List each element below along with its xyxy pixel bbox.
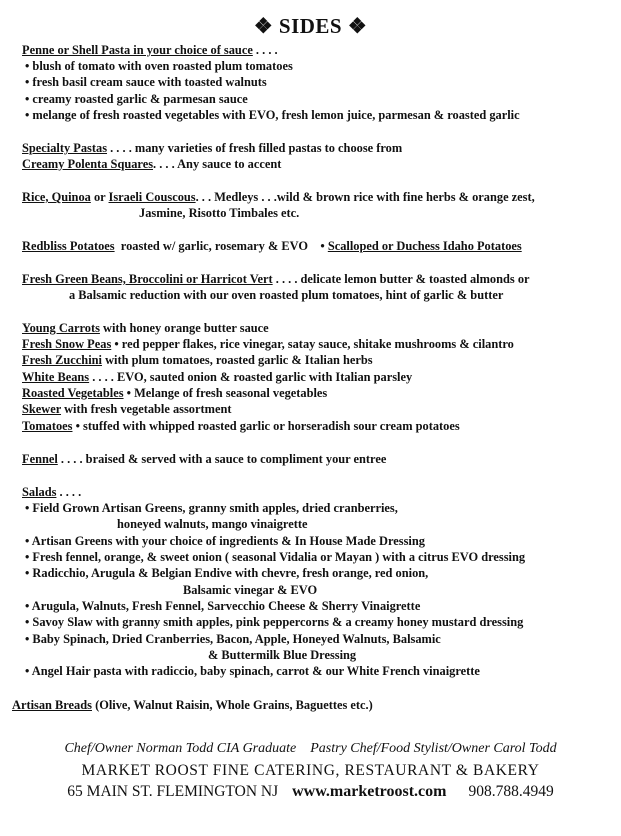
salad-item: • Baby Spinach, Dried Cranberries, Bacon, Apple, Honeyed Walnuts, Balsamic — [25, 632, 441, 646]
pasta-heading: Penne or Shell Pasta in your choice of sauce — [22, 43, 253, 57]
veg-line — [22, 352, 373, 368]
scalloped-heading: Scalloped or Duchess Idaho Potatoes — [327, 239, 522, 253]
veg-heading: Skewer — [22, 402, 62, 416]
rice-cont: Jasmine, Risotto Timbales etc. — [139, 206, 300, 220]
salads-heading-line — [22, 484, 81, 500]
specialty-line — [22, 140, 402, 156]
veg-heading: White Beans — [22, 370, 90, 384]
salad-item: • Radicchio, Arugula & Belgian Endive with chevre, fresh orange, red onion, — [25, 566, 429, 580]
chef-credit: Chef/Owner Norman Todd CIA Graduate — [64, 741, 297, 756]
veg-heading: Fresh Snow Peas — [22, 337, 112, 351]
salad-item-cont: Balsamic vinegar & EVO — [183, 583, 318, 597]
veg-text: • red pepper flakes, rice vinegar, satay sauce, shitake mushrooms & cilantro — [111, 337, 514, 351]
specialty-text: . . . . many varieties of fresh filled pastas to choose from — [107, 141, 403, 155]
rice-or: or — [90, 190, 109, 204]
potatoes-heading: Redbliss Potatoes — [22, 239, 115, 253]
veg-text: with fresh vegetable assortment — [61, 402, 232, 416]
salad-item: • Savoy Slaw with granny smith apples, pink peppercorns & a creamy honey mustard dressing — [25, 615, 524, 629]
page-title: ❖ SIDES ❖ — [253, 14, 368, 38]
polenta-line — [22, 156, 281, 172]
address: 65 MAIN ST. FLEMINGTON NJ — [67, 783, 279, 800]
veg-line — [22, 320, 269, 336]
greenbeans-cont: a Balsamic reduction with our oven roasted plum tomatoes, hint of garlic & butter — [69, 288, 504, 302]
salads-dots: . . . . — [56, 485, 82, 499]
rice-line — [22, 189, 535, 205]
veg-line — [22, 418, 460, 434]
salad-item-cont: honeyed walnuts, mango vinaigrette — [117, 517, 308, 531]
veg-heading: Tomatoes — [22, 419, 73, 433]
veg-text: with plum tomatoes, roasted garlic & Italian herbs — [101, 353, 373, 367]
pasta-item: • blush of tomato with oven roasted plum tomatoes — [25, 59, 293, 73]
pasta-item: • melange of fresh roasted vegetables with EVO, fresh lemon juice, parmesan & roasted garlic — [25, 108, 520, 122]
greenbeans-line — [22, 271, 530, 287]
footer-credits — [0, 741, 621, 757]
potatoes-text: roasted w/ garlic, rosemary & EVO • — [114, 239, 328, 253]
veg-heading: Fresh Zucchini — [22, 353, 102, 367]
rice-heading: Rice, Quinoa — [22, 190, 91, 204]
phone-number: 908.788.4949 — [468, 783, 554, 800]
rice-text: . . . Medleys . . .wild & brown rice with fine herbs & orange zest, — [195, 190, 535, 204]
greenbeans-heading: Fresh Green Beans, Broccolini or Harricot Vert — [22, 272, 273, 286]
veg-line — [22, 369, 412, 385]
fennel-text: . . . . braised & served with a sauce to compliment your entree — [57, 452, 387, 466]
website-link[interactable]: www.marketroost.com — [292, 783, 447, 800]
salad-item: • Arugula, Walnuts, Fresh Fennel, Sarvecchio Cheese & Sherry Vinaigrette — [25, 599, 421, 613]
veg-heading: Young Carrots — [22, 321, 100, 335]
breads-heading: Artisan Breads — [12, 698, 92, 712]
greenbeans-text: . . . . delicate lemon butter & toasted almonds or — [272, 272, 530, 286]
business-name: MARKET ROOST FINE CATERING, RESTAURANT & BAKERY — [81, 762, 540, 779]
salad-item: • Fresh fennel, orange, & sweet onion ( seasonal Vidalia or Mayan ) with a citrus EVO dressing — [25, 550, 526, 564]
pasta-item: • fresh basil cream sauce with toasted walnuts — [25, 75, 267, 89]
pastry-credit: Pastry Chef/Food Stylist/Owner Carol Todd — [310, 741, 557, 756]
breads-line — [12, 697, 373, 713]
veg-line — [22, 385, 327, 401]
veg-text: . . . . EVO, sauted onion & roasted garlic with Italian parsley — [89, 370, 413, 384]
veg-text: with honey orange butter sauce — [99, 321, 269, 335]
fennel-heading: Fennel — [22, 452, 58, 466]
specialty-heading: Specialty Pastas — [22, 141, 108, 155]
veg-line — [22, 336, 514, 352]
pasta-heading-line — [22, 42, 278, 58]
fennel-line — [22, 451, 386, 467]
veg-line — [22, 401, 231, 417]
veg-text: • stuffed with whipped roasted garlic or horseradish sour cream potatoes — [72, 419, 460, 433]
couscous-heading: Israeli Couscous — [108, 190, 196, 204]
footer-contact — [0, 783, 621, 801]
salad-item: • Field Grown Artisan Greens, granny smith apples, dried cranberries, — [25, 501, 398, 515]
salad-item-cont: & Buttermilk Blue Dressing — [208, 648, 357, 662]
veg-text: • Melange of fresh seasonal vegetables — [123, 386, 328, 400]
salad-item: • Artisan Greens with your choice of ingredients & In House Made Dressing — [25, 534, 425, 548]
polenta-text: . . . . Any sauce to accent — [153, 157, 282, 171]
potatoes-line — [22, 238, 522, 254]
veg-heading: Roasted Vegetables — [22, 386, 124, 400]
breads-text: (Olive, Walnut Raisin, Whole Grains, Baguettes etc.) — [91, 698, 373, 712]
pasta-item: • creamy roasted garlic & parmesan sauce — [25, 92, 248, 106]
pasta-dots: . . . . — [252, 43, 278, 57]
polenta-heading: Creamy Polenta Squares — [22, 157, 154, 171]
salad-item: • Angel Hair pasta with radiccio, baby spinach, carrot & our White French vinaigrette — [25, 664, 480, 678]
salads-heading: Salads — [22, 485, 57, 499]
